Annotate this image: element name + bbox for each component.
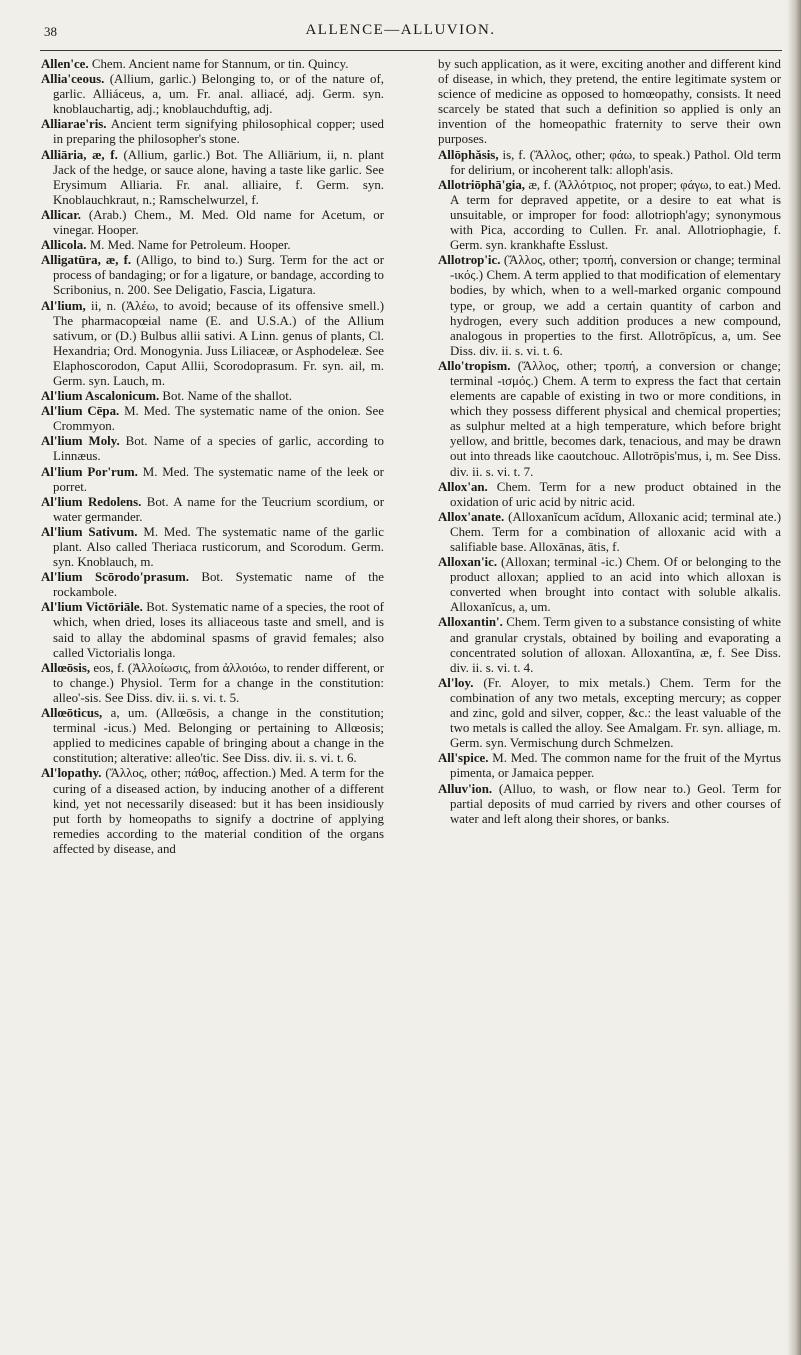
dictionary-entry <box>41 299 384 390</box>
entry-headword: Allotriōphā'gia, <box>438 177 526 192</box>
entry-headword: Allicola. <box>41 238 87 253</box>
entry-headword: All'spice. <box>438 751 489 766</box>
dictionary-entry <box>438 555 781 615</box>
dictionary-entry <box>41 57 384 72</box>
dictionary-entry <box>41 661 384 706</box>
dictionary-entry <box>41 766 384 857</box>
entry-definition: M. Med. The systematic name of the garlic plant. Also called Theriaca rusticorum, and Scorodum. Germ. syn. Knoblauch, m. <box>53 524 384 570</box>
entry-headword: Allo'tropism. <box>438 358 511 373</box>
dictionary-entry <box>41 434 384 464</box>
entry-headword: Allœōticus, <box>41 706 103 721</box>
dictionary-entry <box>41 570 384 600</box>
entry-definition: (Ἄλλος, other; τροπή, a conversion or change; terminal -ισμός.) Chem. A term to express the fact that certain elements are capable of existing in two or more conditions, in which they possess different physical and chemical properties; as sulphur melted at a high temperature, which before bright yellow, and brittle, becomes dark, tenacious, and may be drawn out into threads like caoutchouc. Allotrōpis'mus, i, m. See Diss. div. ii. s. vi. t. 7. <box>450 358 781 479</box>
entry-headword: Allotrop'ic. <box>438 253 501 268</box>
entry-headword: Allicar. <box>41 207 81 222</box>
entry-headword: Alligatūra, æ, f. <box>41 253 132 268</box>
entry-definition: M. Med. The systematic name of the onion. See Crommyon. <box>53 404 384 434</box>
entry-headword: Alloxantin'. <box>438 615 503 630</box>
dictionary-entry <box>438 782 781 827</box>
dictionary-entry <box>41 495 384 525</box>
entry-definition: (Alloxan; terminal -ic.) Chem. Of or belonging to the product alloxan; applied to an acid into which alloxan is converted when brought into contact with soluble alkalis. Alloxanĭcus, a, um. <box>450 555 781 615</box>
entry-definition: M. Med. The systematic name of the leek or porret. <box>53 464 384 494</box>
dictionary-entry <box>438 148 781 178</box>
entry-definition: M. Med. Name for Petroleum. Hooper. <box>89 238 291 253</box>
entry-definition: eos, f. (Ἀλλοίωσις, from ἀλλοιόω, to render different, or to change.) Physiol. Term for a change in the constitution: alleo'-sis. See Diss. div. ii. s. vi. t. 5. <box>53 660 384 705</box>
entry-headword: Al'lium Ascalonicum. <box>41 389 160 404</box>
dictionary-entry <box>438 253 781 359</box>
page-number: 38 <box>44 24 57 39</box>
entry-definition: a, um. (Allœōsis, a change in the constitution; terminal -icus.) Med. Belonging or pertaining to Allœosis; applied to medicines capable of bringing about a change in the constitution; alterative: alleo'tic. See Diss. div. ii. s. vi. t. 6. <box>53 706 384 766</box>
entry-headword: Allia'ceous. <box>41 72 105 87</box>
dictionary-entry <box>41 72 384 117</box>
dictionary-entry <box>438 615 781 675</box>
entry-headword: Alliāria, æ, f. <box>41 147 118 162</box>
entry-definition: Chem. Term for a new product obtained in the oxidation of uric acid by nitric acid. <box>450 479 781 509</box>
dictionary-entry <box>41 117 384 147</box>
entry-definition: (Arab.) Chem., M. Med. Old name for Acetum, or vinegar. Hooper. <box>53 207 385 238</box>
dictionary-entry <box>438 751 781 781</box>
entry-definition: Bot. Name of a species of garlic, according to Linnæus. <box>53 434 384 464</box>
dictionary-entry <box>41 253 384 298</box>
entry-definition: Bot. A name for the Teucrium scordium, or water germander. <box>53 494 384 524</box>
entry-headword: Allox'anate. <box>438 509 505 524</box>
entry-headword: Al'lium, <box>41 298 86 313</box>
page-edge-shadow <box>787 0 801 1355</box>
dictionary-entry <box>41 600 384 660</box>
entry-definition: (Allium, garlic.) Belonging to, or of the nature of, garlic. Alliáceus, a, um. Fr. anal. alliacé, adj. Germ. syn. knoblauchartig, adj.; knoblauchduftig, adj. <box>53 72 384 117</box>
entry-headword: Al'lopathy. <box>41 766 102 781</box>
entry-definition: (Alligo, to bind to.) Surg. Term for the act or process of bandaging; or for a ligature, or bandage, according to Scribonius, n. 200. See Deligatio, Fascia, Ligatura. <box>53 253 384 298</box>
dictionary-entry <box>41 404 384 434</box>
entry-headword: Al'lium Moly. <box>41 434 120 449</box>
entry-definition: (Alluo, to wash, or flow near to.) Geol. Term for partial deposits of mud carried by rivers and other courses of water and left along their shores, or banks. <box>450 781 781 826</box>
continuation-text: by such application, as it were, exciting another and different kind of disease, in which, they pretend, the entire legitimate system or science of medicine as opposed to homœopathy, consists. It need scarcely be stated that such a definition so applied is only an invention of the homeopathic fraternity to serve their own purposes. <box>438 57 781 147</box>
entry-definition: (Allium, garlic.) Bot. The Alliārium, ii, n. plant Jack of the hedge, or sauce alone, having a taste like garlic. See Erysimum Alliaria. Fr. anal. alliaire, f. Germ. syn. Knoblauchkraut, n.; Ramschelwurzel, f. <box>53 147 384 207</box>
entry-definition: ii, n. (Ἀλέω, to avoid; because of its offensive smell.) The pharmacopœial name (E. and U.S.A.) of the Allium sativum, or (D.) Bulbus allii sativi. A Linn. genus of plants, Cl. Hexandria; Ord. Monogynia. Juss Liliaceæ, or Asphodeleæ. See Elaphoscorodon, Caput Allii, Scorodoprasum. Fr. syn. ail, m. Germ. syn. Lauch, m. <box>53 298 384 388</box>
dictionary-entry <box>41 148 384 208</box>
dictionary-entry <box>41 208 384 238</box>
entry-definition: (Ἄλλος, other; πάθος, affection.) Med. A term for the curing of a diseased action, by inducing another of a different kind, yet not necessarily diseased: but it has been insidiously put forth by homeopaths to signify a doctrine of applying remedies according to the material condition of the organs affected by disease, and <box>53 766 385 856</box>
entry-definition: (Fr. Aloyer, to mix metals.) Chem. Term for the combination of any two metals, excepting mercury; as copper and zinc, gold and silver, copper, &c.: the least valuable of the two metals is called the alloy. See Amalgam. Fr. syn. alliage, m. Germ. syn. Vermischung durch Schmelzen. <box>450 675 781 751</box>
entry-headword: Allen'ce. <box>41 57 89 71</box>
entry-headword: Al'lium Victōriāle. <box>41 600 143 615</box>
entry-definition: æ, f. (Ἀλλότριος, not proper; φάγω, to eat.) Med. A term for depraved appetite, or a desire to eat what is unsuitable, or improper for food: allotrioph'agy; synonymous with Pica, according to Cullen. Fr. anal. Allotriophagie, f. Germ. syn. krankhafte Esslust. <box>450 177 781 253</box>
header-rule <box>40 50 782 51</box>
dictionary-entry <box>41 706 384 766</box>
entry-headword: Al'lium Redolens. <box>41 494 142 509</box>
entry-definition: Chem. Term given to a substance consisting of white and granular crystals, obtained by boiling and evaporating a concentrated solution of alloxan. Alloxantīna, æ, f. See Diss. div. ii. s. vi. t. 4. <box>450 615 781 675</box>
entry-definition: is, f. (Ἄλλος, other; φάω, to speak.) Pathol. Old term for delirium, or incoherent talk: alloph'asis. <box>450 147 781 177</box>
entry-headword: Al'lium Scōrodo'prasum. <box>41 570 189 585</box>
entry-definition: (Alloxanĭcum acĭdum, Alloxanic acid; terminal ate.) Chem. Term for a combination of alloxanic acid with a salifiable base. Alloxānas, ātis, f. <box>450 509 781 554</box>
entry-headword: Allox'an. <box>438 479 488 494</box>
entry-definition: (Ἄλλος, other; τροπή, conversion or change; terminal -ικός.) Chem. A term applied to that modification of elementary bodies, by which, when to a well-marked organic compound type, or group, we add a certain quantity of carbon and hydrogen, every such addition produces a new compound, analogous in properties to the first. Allotrōpĭcus, a, um. See Diss. div. ii. s. vi. t. 6. <box>450 253 781 358</box>
entry-definition: M. Med. The common name for the fruit of the Myrtus pimenta, or Jamaica pepper. <box>450 751 781 781</box>
dictionary-entry <box>41 238 384 253</box>
entry-definition: Chem. Ancient name for Stannum, or tin. Quincy. <box>91 57 349 71</box>
entry-headword: Al'lium Sativum. <box>41 524 138 539</box>
entry-definition: Bot. Systematic name of a species, the root of which, when dried, loses its alliaceous taste and smell, and is said to allay the abdominal spasms of gravid females; also called Victorialis longa. <box>53 600 384 660</box>
entry-definition: Bot. Name of the shallot. <box>162 389 293 404</box>
entry-headword: Allōphăsis, <box>438 147 499 162</box>
entry-headword: Allœōsis, <box>41 660 91 675</box>
dictionary-entry <box>41 389 384 404</box>
dictionary-entry <box>438 178 781 253</box>
dictionary-entry <box>41 525 384 570</box>
entry-definition: Ancient term signifying philosophical copper; used in preparing the philosopher's stone. <box>53 117 384 147</box>
running-head: ALLENCE—ALLUVION. <box>305 22 496 38</box>
dictionary-entry <box>438 510 781 555</box>
page-header <box>0 18 801 44</box>
dictionary-entry <box>41 465 384 495</box>
entry-headword: Alluv'ion. <box>438 781 493 796</box>
entry-headword: Al'lium Por'rum. <box>41 464 138 479</box>
entry-headword: Alloxan'ic. <box>438 555 498 570</box>
entry-definition: Bot. Systematic name of the rockambole. <box>53 570 384 600</box>
left-column <box>41 57 384 857</box>
entry-headword: Al'loy. <box>438 675 474 690</box>
dictionary-entry <box>438 359 781 480</box>
right-column <box>438 57 781 827</box>
dictionary-entry <box>438 676 781 751</box>
entry-headword: Alliarae'ris. <box>41 117 107 132</box>
dictionary-entry <box>438 480 781 510</box>
entry-headword: Al'lium Cēpa. <box>41 404 120 419</box>
